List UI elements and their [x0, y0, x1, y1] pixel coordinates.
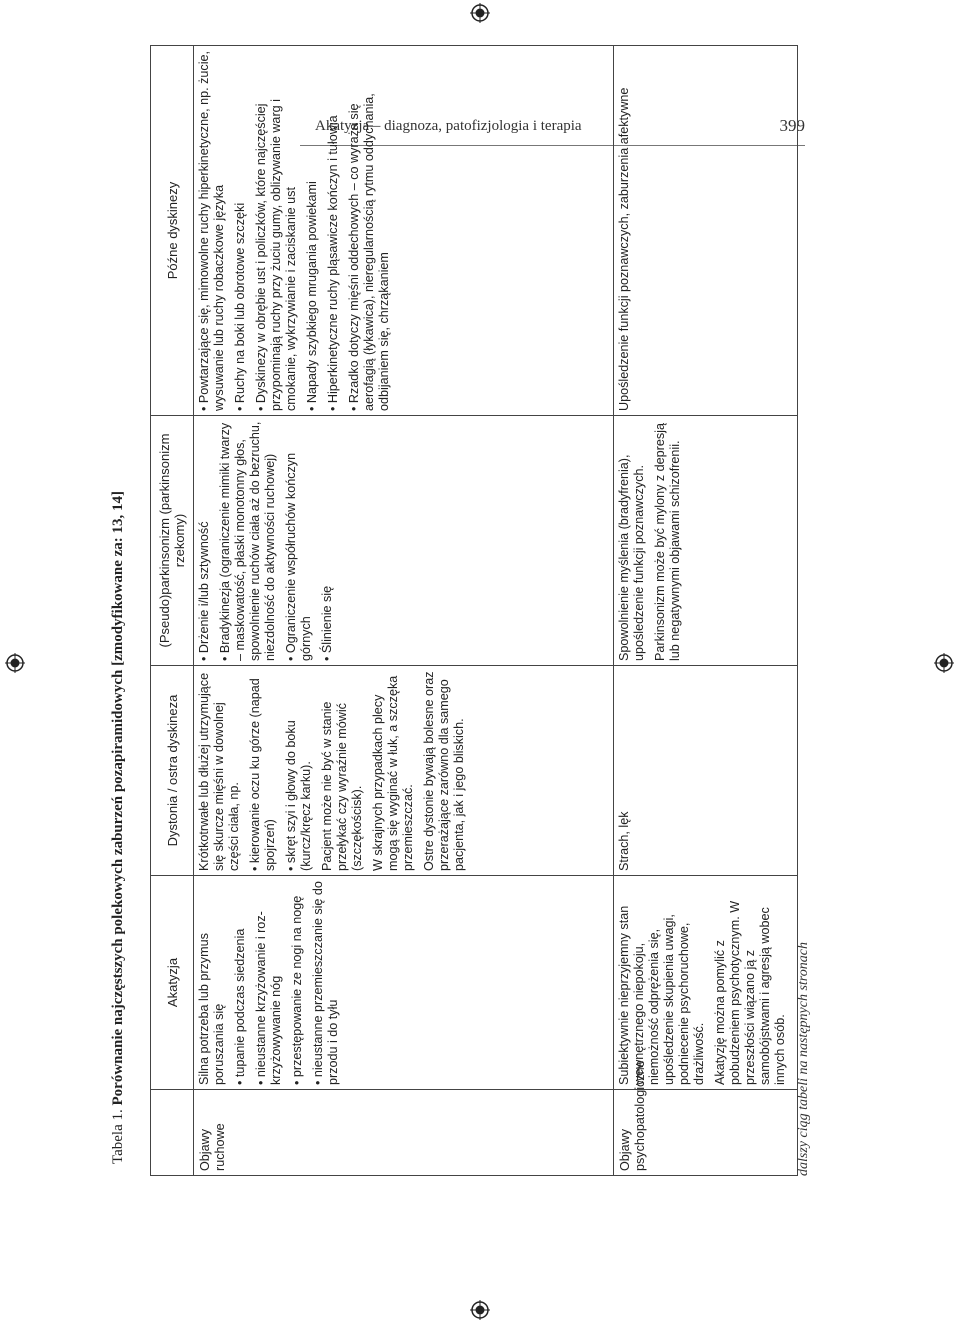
table-caption: [110, 491, 134, 1164]
cell-text: • nieustanne krzyżowanie i roz-krzyżowywanie nóg: [254, 911, 283, 1085]
cell-text: • Ślinienie się: [320, 585, 334, 661]
cell-text: Subiektywnie nieprzyjemny stan wewnętrznego niepokoju, niemożność odprężenia się, upośledzenie skupienia uwagi, podniecenie psychoruchowe, drażliwość.: [617, 905, 706, 1085]
cell-text: • Powtarzające się, mimowolne ruchy hiperkinetyczne, np. żucie, wysuwanie lub ruchy robaczkowe języka: [197, 51, 226, 411]
column-header: Dystonia / ostra dyskineza: [151, 666, 194, 876]
cell-text: • tupanie podczas siedzenia: [233, 928, 247, 1085]
cell-text: • Ruchy na boki lub obrotowe szczęki: [233, 202, 247, 411]
cell-text: • skręt szyi i głowy do boku (kurcz/kręcz karku).: [284, 720, 313, 871]
cell-text: Krótkotrwałe lub dłużej utrzymujące się skurcze mięśni w dowolnej części ciała, np.: [197, 672, 241, 871]
cell-text: • kierowanie oczu ku górze (napad spojrzeń): [248, 678, 277, 871]
row-header: Objawy ruchowe: [194, 1090, 614, 1176]
caption-title: Porównanie najczęstszych polekowych zaburzeń pozapiramidowych [zmodyfikowane za: 13, 14]: [110, 490, 126, 1106]
cell-text: • nieustanne przemieszczanie się do przodu i do tyłu: [311, 881, 340, 1085]
registration-mark-icon: [470, 3, 490, 23]
running-title: Akatyzja – diagnoza, patofizjologia i terapia: [315, 118, 582, 134]
table-cell: [614, 416, 798, 666]
caption-label: Tabela 1.: [110, 1109, 126, 1164]
column-header: Akatyzja: [151, 876, 194, 1090]
cell-text: Spowolnienie myślenia (bradyfrenia), upośledzenie funkcji poznawczych.: [617, 454, 646, 661]
table-header-row: [151, 46, 194, 1176]
cell-text: Parkinsonizm może być mylony z depresją lub negatywnymi objawami schizofrenii.: [653, 423, 682, 661]
table-row: [194, 46, 614, 1176]
table-cell: [194, 666, 614, 876]
table-row: [614, 46, 798, 1176]
cell-text: • Rzadko dotyczy mięśni oddechowych – co wyraża się aerofagią (łykawica), nieregularnością rytmu oddychania, odbijaniem się, chrząkaniem: [347, 93, 391, 411]
table-cell: [194, 876, 614, 1090]
row-header: Objawy psychopatologiczne: [614, 1090, 798, 1176]
cell-text: W skrajnych przypadkach plecy mogą się wyginać w łuk, a szczęka przemieszczać.: [371, 675, 415, 871]
cell-text: Ostre dystonie bywają bolesne oraz przerażające zarówno dla samego pacjenta, jak i jego bliskich.: [422, 671, 466, 871]
column-header: (Pseudo)parkinsonizm (parkinsonizm rzekomy): [151, 416, 194, 666]
cell-text: • Hiperkinetyczne ruchy pląsawicze kończyn i tułowia: [326, 115, 340, 411]
table-cell: [614, 876, 798, 1090]
page-number: 399: [779, 116, 805, 135]
table-cell: [614, 666, 798, 876]
registration-mark-icon: [470, 1300, 490, 1320]
table-cell: [614, 46, 798, 416]
cell-text: Silna potrzeba lub przymus poruszania się: [197, 933, 226, 1085]
cell-text: • Dyskinezy w obrębie ust i policzków, które najczęściej przypominają ruchy przy żuciu gumy, oblizywanie warg i cmokanie, wykrzywianie i zaciskanie ust: [254, 99, 298, 411]
cell-text: Strach, lęk: [617, 811, 631, 871]
registration-mark-icon: [5, 653, 25, 673]
column-header: Późne dyskinezy: [151, 46, 194, 416]
continuation-note: dalszy ciąg tabeli na następnych stronach: [796, 942, 811, 1176]
cell-text: Akatyzję można pomylić z pobudzeniem psychotycznym. W przeszłości wiązano ją z samobójstwami i agresją wobec innych osób.: [713, 900, 787, 1085]
cell-text: • Bradykinezja (ograniczenie mimiki twarzy – maskowatość, płaski monotonny głos, spowolnienie ruchów ciała aż do bezruchu, niezdolność do aktywności ruchowej): [218, 421, 277, 661]
column-header: [151, 1090, 194, 1176]
cell-text: • Ograniczenie współruchów kończyn górnych: [284, 452, 313, 661]
cell-text: • Napady szybkiego mrugania powiekami: [305, 181, 319, 411]
table-cell: [194, 416, 614, 666]
cell-text: • przestępowanie ze nogi na nogę: [290, 895, 304, 1085]
cell-text: Pacjent może nie być w stanie przełykać czy wyraźnie mówić (szczękościsk).: [320, 701, 364, 871]
comparison-table: [150, 45, 798, 1176]
registration-mark-icon: [934, 653, 954, 673]
cell-text: Upośledzenie funkcji poznawczych, zaburzenia afektywne: [617, 87, 631, 411]
table-cell: [194, 46, 614, 416]
cell-text: • Drżenie i/lub sztywność: [197, 521, 211, 661]
rotated-table-block: [110, 38, 846, 1176]
